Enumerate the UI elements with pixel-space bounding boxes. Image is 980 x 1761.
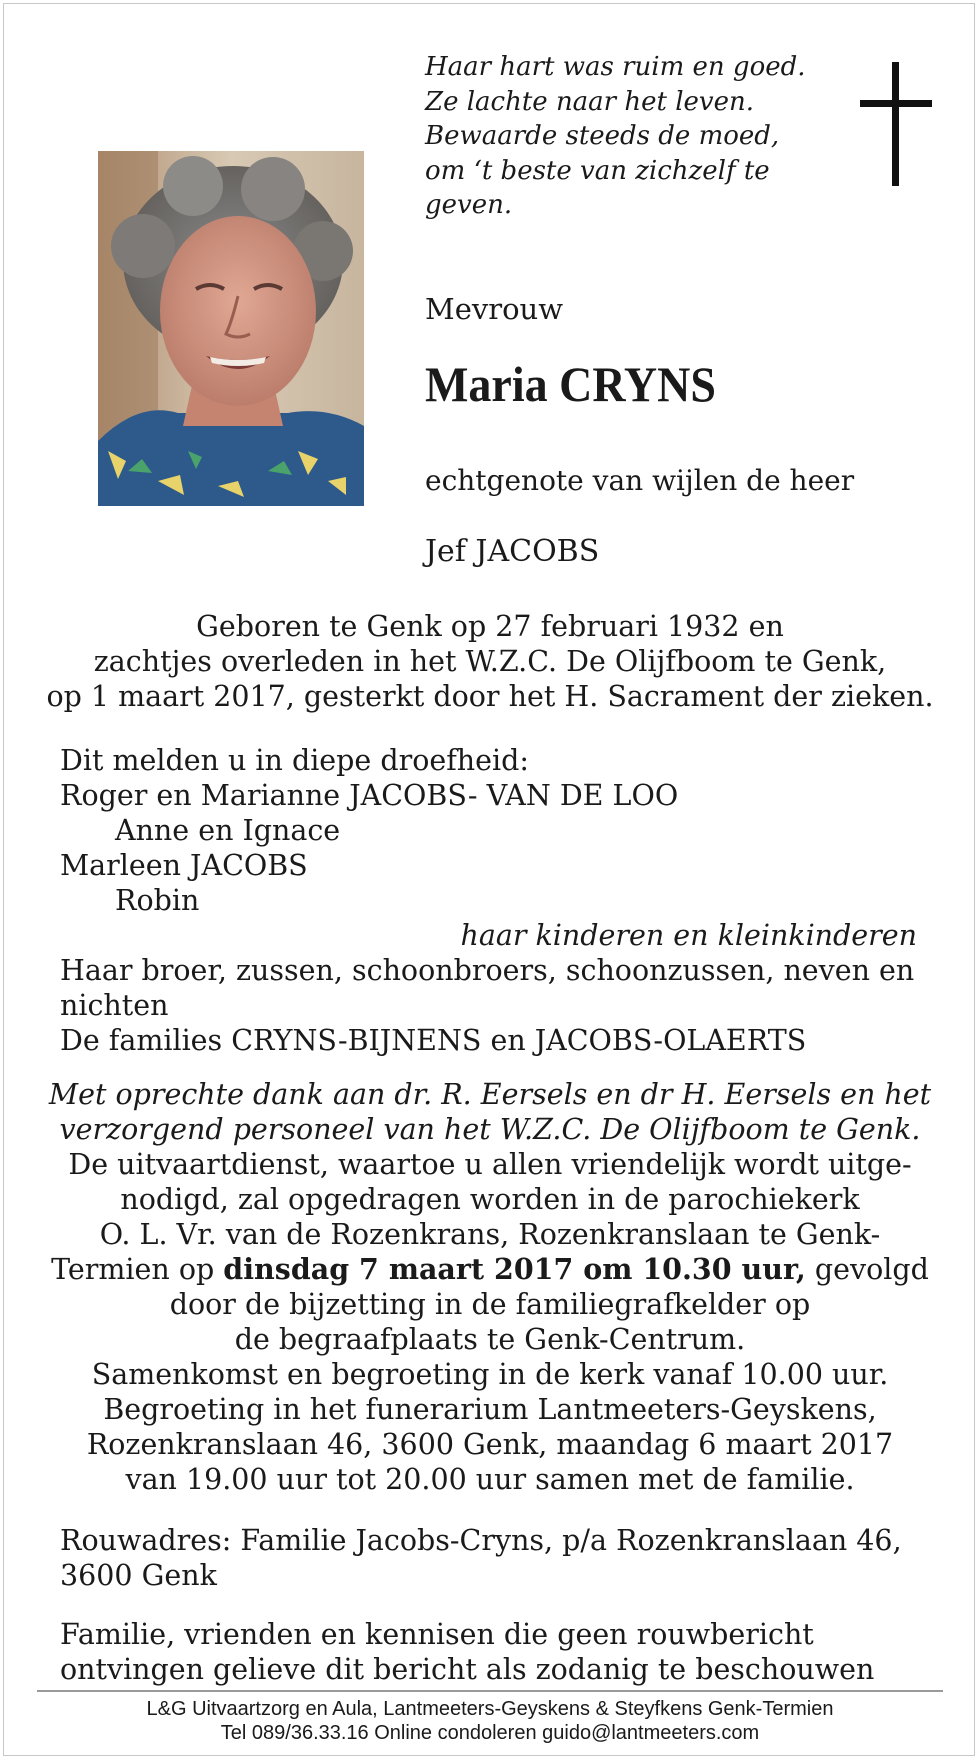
family-intro: Dit melden u in diepe droefheid: (60, 744, 529, 777)
service-line: O. L. Vr. van de Rozenkrans, Rozenkranslaan te Genk- (99, 1218, 881, 1251)
thanks-line: Met oprechte dank aan dr. R. Eersels en dr H. Eersels en het (48, 1078, 932, 1111)
poem-line: Ze lachte naar het leven. (425, 86, 755, 117)
deceased-name: Maria CRYNS (425, 356, 716, 412)
mourning-address (60, 1523, 940, 1593)
notice (60, 1617, 940, 1687)
birth-death-line: zachtjes overleden in het W.Z.C. De Olijfboom te Genk, (93, 645, 887, 678)
service-line: nodigd, zal opgedragen worden in de parochiekerk (120, 1183, 860, 1216)
footer-divider (37, 1690, 943, 1692)
thanks-line: verzorgend personeel van het W.Z.C. De Olijfboom te Genk. (59, 1113, 921, 1146)
service-line: Rozenkranslaan 46, 3600 Genk, maandag 6 maart 2017 (86, 1428, 894, 1461)
poem-line: Haar hart was ruim en goed. (425, 52, 806, 82)
service-line: Samenkomst en begroeting in de kerk vanaf 10.00 uur. (91, 1358, 889, 1391)
service-line: door de bijzetting in de familiegrafkelder op (169, 1288, 811, 1321)
poem-line: Bewaarde steeds de moed, (425, 121, 780, 151)
spouse-label: echtgenote van wijlen de heer (425, 464, 855, 497)
service-text: gevolgd (805, 1253, 929, 1286)
family-list (60, 743, 940, 1058)
service-info (40, 1077, 940, 1497)
notice-line: ontvingen gelieve dit bericht als zodanig te beschouwen (60, 1653, 875, 1686)
family-member: Haar broer, zussen, schoonbroers, schoonzussen, neven en (60, 954, 915, 987)
footer-line: L&G Uitvaartzorg en Aula, Lantmeeters-Geyskens & Steyfkens Genk-Termien (146, 1698, 834, 1720)
poem-line: geven. (425, 190, 513, 220)
address-line: Rouwadres: Familie Jacobs-Cryns, p/a Rozenkranslaan 46, (60, 1524, 902, 1557)
notice-line: Familie, vrienden en kennisen die geen rouwbericht (60, 1618, 814, 1651)
service-line: de begraafplaats te Genk-Centrum. (234, 1323, 746, 1356)
service-line: van 19.00 uur tot 20.00 uur samen met de familie. (125, 1463, 855, 1496)
address-line: 3600 Genk (60, 1559, 217, 1592)
birth-death-line: op 1 maart 2017, gesterkt door het H. Sacrament der zieken. (46, 680, 934, 713)
poem (425, 50, 806, 223)
service-datetime: dinsdag 7 maart 2017 om 10.30 uur, (223, 1252, 806, 1286)
footer (30, 1697, 950, 1745)
birth-death-line: Geboren te Genk op 27 februari 1932 en (196, 610, 784, 643)
poem-line: om ‘t beste van zichzelf te (425, 155, 770, 186)
family-member: Marleen JACOBS (60, 849, 308, 882)
service-line (40, 1252, 940, 1287)
service-text: Termien op (51, 1253, 224, 1286)
family-member: De families CRYNS-BIJNENS en JACOBS-OLAERTS (60, 1024, 807, 1057)
service-line: Begroeting in het funerarium Lantmeeters-Geyskens, (103, 1393, 877, 1426)
footer-line: Tel 089/36.33.16 Online condoleren guido@lantmeeters.com (220, 1722, 760, 1744)
family-member: Anne en Ignace (115, 814, 341, 847)
family-member: nichten (60, 989, 169, 1022)
family-relation: haar kinderen en kleinkinderen (460, 919, 917, 952)
cross-icon (860, 62, 932, 186)
deceased-title: Mevrouw (425, 292, 564, 326)
portrait-photo (98, 151, 364, 506)
birth-death-info (40, 609, 940, 714)
spouse-name: Jef JACOBS (425, 534, 600, 569)
family-member: Robin (115, 884, 200, 917)
service-line: De uitvaartdienst, waartoe u allen vriendelijk wordt uitge- (68, 1148, 912, 1181)
family-member: Roger en Marianne JACOBS- VAN DE LOO (60, 779, 679, 812)
